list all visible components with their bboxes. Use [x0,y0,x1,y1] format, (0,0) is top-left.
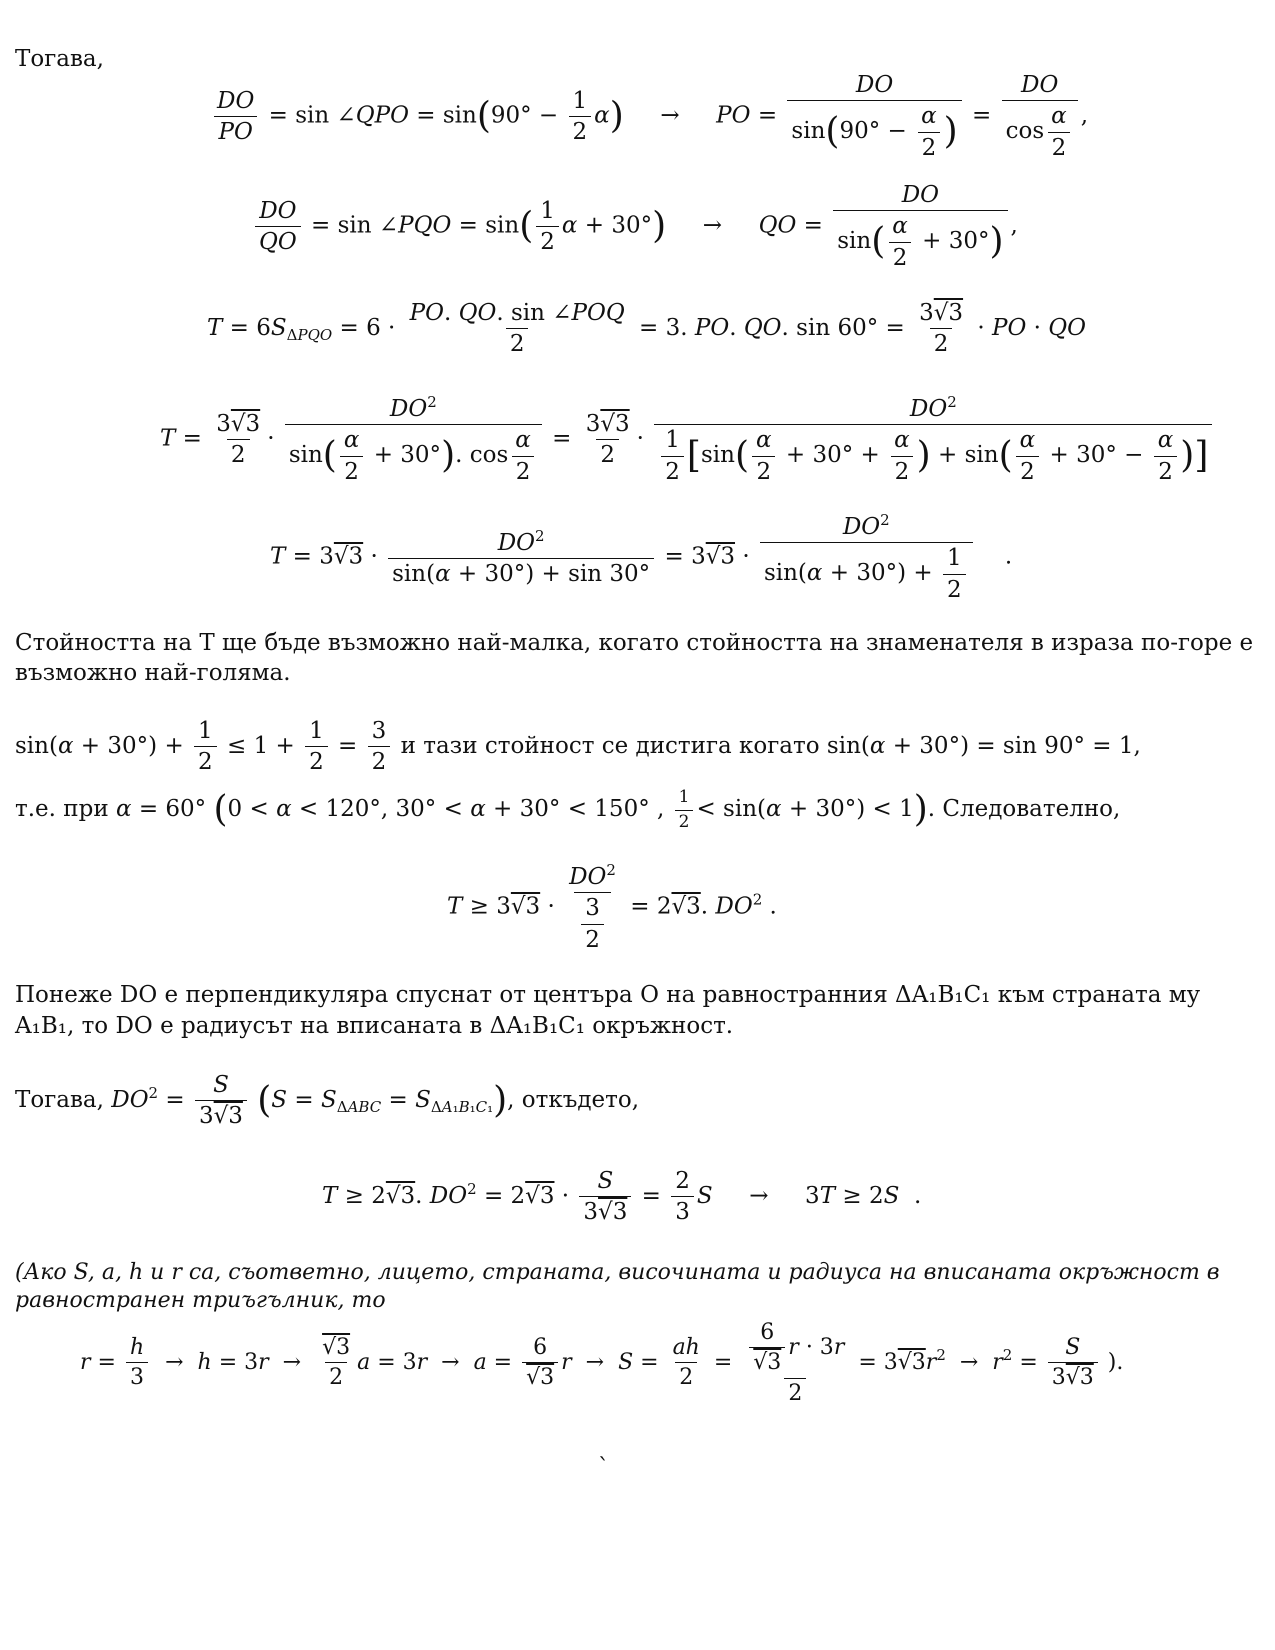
inequality-text: и тази стойност се дистига когато [400,732,820,759]
te-pri-text: т.е. при [15,796,109,823]
stray-backtick: ` [598,1455,610,1481]
equation-do-squared: Тогава, $DO^2$ = $\frac{S}{3√3}$ $(S = S_{\Delta ABC} = S_{\Delta A_1B_1C_1})$, откъдето, [15,1072,640,1130]
note-line-1: (Ако S, a, h и r са, съответно, лицето, страната, височината и радиуса на вписаната окръжност в [15,1260,1220,1285]
note-line-2: равностранен триъгълник, то [15,1288,386,1313]
equation-t-expanded: T = $\frac{3√3}{2}$ · $DO^2$ sin( $\frac{\alpha}{2}$ + 30°). cos $\frac{\alpha}{2}$ = $\frac{3√3}{2}$ · $DO^2$ $\frac{1}{2}$ [sin( $\frac{\alpha}{2}$ + 30° + $\frac{\alpha}{2}$ ) + sin( $\frac{\alpha}{2}$ + 30° − $\frac{\alpha}{2}$ )] [160,394,1215,485]
equation-t-simplified: T = 3√3 · $\frac{DO^2}{\sin(\alpha + 30^\circ) + \sin 30^\circ}$ = 3√3 · $DO^2$ sin(α + 30°) + $\frac{1}{2}$ . [270,511,1013,603]
paragraph-ponezhe-line-1: Понеже DO е перпендикуляра спуснат от центъра O на равностранния ΔA₁B₁C₁ към страната му [15,982,1201,1008]
equation-qo: $\frac{DO}{QO}$ = sin ∠PQO = sin( $\frac{1}{2}$ α + 30°) → QO = DO sin( $\frac{\alpha}{2}$ + 30°) , [252,182,1018,271]
togava-label-1: Тогава, [15,46,104,72]
equation-t-bound: T ≥ 3√3 · $\frac{DO^2}{\frac{3}{2}}$ = 2√3. $DO^2$ . [447,861,777,953]
inequality-line: sin(α + 30°) + $\frac{1}{2}$ ≤ 1 + $\frac{1}{2}$ = $\frac{3}{2}$ и тази стойност се дистига когато sin(α + 30°) = sin 90° = 1, [15,718,1141,776]
arrow: → [749,1182,769,1209]
arrow: → [660,102,680,129]
sledovatelno-text: . Следователно, [927,796,1121,823]
equation-po: $\frac{DO}{PO}$ = sin ∠QPO = sin(90° − $\frac{1}{2}$ α) → PO = DO sin(90° − $\frac{\alpha}{2}$ ) = DO cos $\frac{\alpha}{2}$ , [210,72,1088,161]
paragraph-min-line-1: Стойността на T ще бъде възможно най-малка, когато стойността на знаменателя в израза по-горе е [15,630,1254,656]
equation-note-chain: r = $\frac{h}{3}$ → h = 3r → $\frac{√3}{2}$ a = 3r → a = $\frac{6}{√3}$ r → S = $\frac{ah}{2}$ = $\frac{6}{√3}$ r · 3r 2 = $3√3r^2 \to r^2$ = $\frac{S}{3√3}$ ). [80,1320,1124,1406]
togava-label-2: Тогава, [15,1086,104,1113]
paragraph-ponezhe-line-2: A₁B₁, то DO е радиусът на вписаната в ΔA₁B₁C₁ окръжност. [15,1013,734,1039]
equation-final: T ≥ 2√3. $DO^2 = 2√3$ · $\frac{S}{3√3}$ = $\frac{2}{3}$ S → 3T ≥ 2S . [322,1168,922,1226]
arrow: → [702,212,723,239]
equation-t-area: $T = 6S_{\Delta PQO} = 6$ · $\frac{\text{PO. QO. sin ∠POQ}}{2}$ = 3. PO. QO. sin 60° = $\frac{3√3}{2}$ · PO · QO [207,300,1086,358]
otkadeto-text: , откъдето, [507,1086,640,1113]
condition-line: т.е. при α = 60° (0 < α < 120°, 30° < α + 30° < 150° , $\frac{1}{2}$ < sin(α + 30°) < 1). Следователно, [15,787,1121,832]
paragraph-min-line-2: възможно най-голяма. [15,660,291,686]
